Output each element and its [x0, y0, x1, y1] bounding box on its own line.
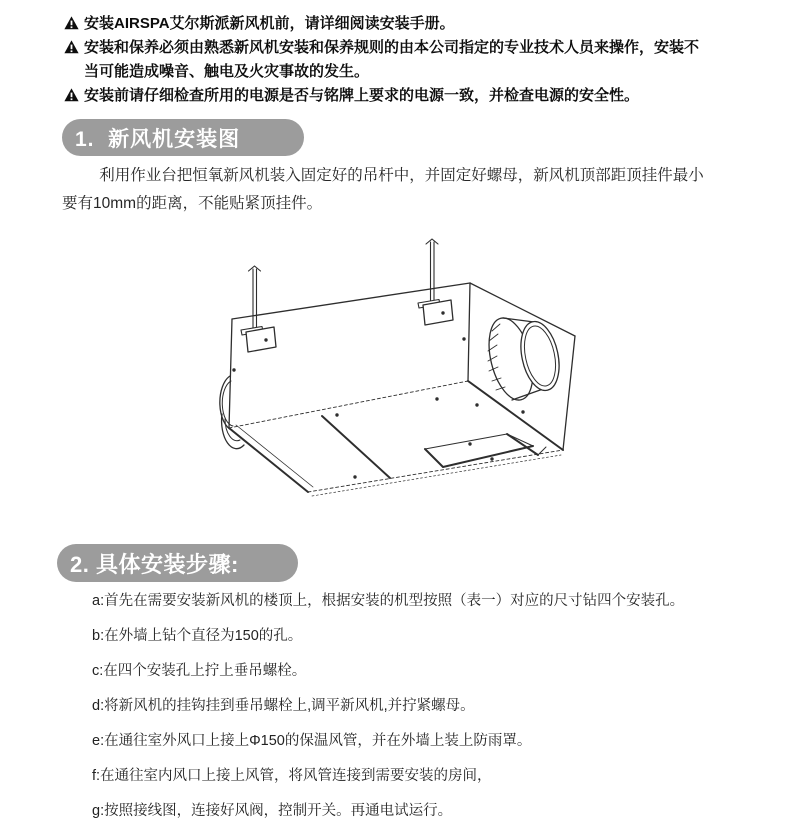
installation-steps: [92, 592, 717, 837]
warning-icon: [64, 40, 79, 54]
warning-icon: [64, 88, 79, 102]
section2-header: [57, 544, 298, 582]
section1-header: [62, 119, 304, 156]
step-g: g:按照接线图，连接好风阀，控制开关。再通电试运行。: [92, 803, 453, 819]
warning-text: 安装前请仔细检查所用的电源是否与铭牌上要求的电源一致，并检查电源的安全性。: [84, 87, 640, 104]
warning-text: 安装AIRSPA艾尔斯派新风机前，请详细阅读安装手册。: [84, 15, 455, 32]
step-b: b:在外墙上钻个直径为150的孔。: [92, 628, 303, 644]
warning-item: [64, 12, 706, 36]
step-f: f:在通往室内风口上接上风管，将风管连接到需要安装的房间，: [92, 768, 492, 784]
warning-item: [64, 36, 706, 84]
warning-icon: [64, 16, 79, 30]
warning-list: [64, 12, 706, 108]
step-c: c:在四个安装孔上拧上垂吊螺栓。: [92, 663, 307, 679]
step-e: e:在通往室外风口上接上Φ150的保温风管，并在外墙上装上防雨罩。: [92, 733, 532, 749]
warning-item: [64, 84, 706, 108]
step-d: d:将新风机的挂钩挂到垂吊螺栓上,调平新风机,并拧紧螺母。: [92, 698, 475, 714]
installation-diagram: [0, 228, 790, 520]
section1-body: 利用作业台把恒氧新风机装入固定好的吊杆中，并固定好螺母，新风机顶部距顶挂件最小要有10mm的距离，不能贴紧顶挂件。: [62, 167, 704, 212]
section1-title: 1. 新风机安装图: [75, 127, 241, 151]
step-a: a:首先在需要安装新风机的楼顶上，根据安装的机型按照（表一）对应的尺寸钻四个安装孔。: [92, 593, 685, 609]
warning-text: 安装和保养必须由熟悉新风机安装和保养规则的由本公司指定的专业技术人员来操作，安装不当可能造成噪音、触电及火灾事故的发生。: [84, 39, 700, 80]
section2-title: 2. 具体安装步骤:: [70, 551, 239, 577]
